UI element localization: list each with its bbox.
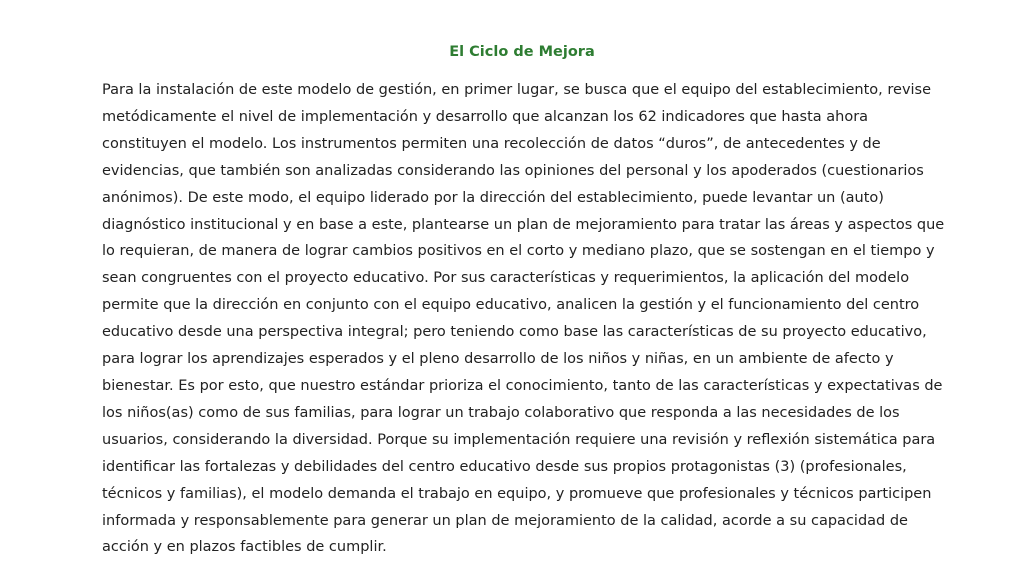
body-paragraph: Para la instalación de este modelo de gestión, en primer lugar, se busca que el equipo del establecimiento, revise metódicamente el nivel de implementación y desarrollo que alcanzan los 62 indicadores que hasta ahora constituyen el modelo. Los instrumentos permiten una recolección de datos “duros”, de antecedentes y de evidencias, que también son analizadas considerando las opiniones del personal y los apoderados (cuestionarios anónimos). De este modo, el equipo liderado por la dirección del establecimiento, puede levantar un (auto) diagnóstico institucional y en base a este, plantearse un plan de mejoramiento para tratar las áreas y aspectos que lo requieran, de manera de lograr cambios positivos en el corto y mediano plazo, que se sostengan en el tiempo y sean congruentes con el proyecto educativo. Por sus características y requerimientos, la aplicación del modelo permite que la dirección en conjunto con el equipo educativo, analicen la gestión y el funcionamiento del centro educativo desde una perspectiva integral; pero teniendo como base las características de su proyecto educativo, para lograr los aprendizajes esperados y el pleno desarrollo de los niños y niñas, en un ambiente de afecto y bienestar. Es por esto, que nuestro estándar prioriza el conocimiento, tanto de las características y expectativas de los niños(as) como de sus familias, para lograr un trabajo colaborativo que responda a las necesidades de los usuarios, considerando la diversidad. Porque su implementación requiere una revisión y reflexión sistemática para identificar las fortalezas y debilidades del centro educativo desde sus propios protagonistas (3) (profesionales, técnicos y familias), el modelo demanda el trabajo en equipo, y promueve que profesionales y técnicos participen informada y responsablemente para generar un plan de mejoramiento de la calidad, acorde a su capacidad de acción y en plazos factibles de cumplir.: [102, 82, 945, 556]
slide-title: El Ciclo de Mejora: [449, 44, 595, 60]
